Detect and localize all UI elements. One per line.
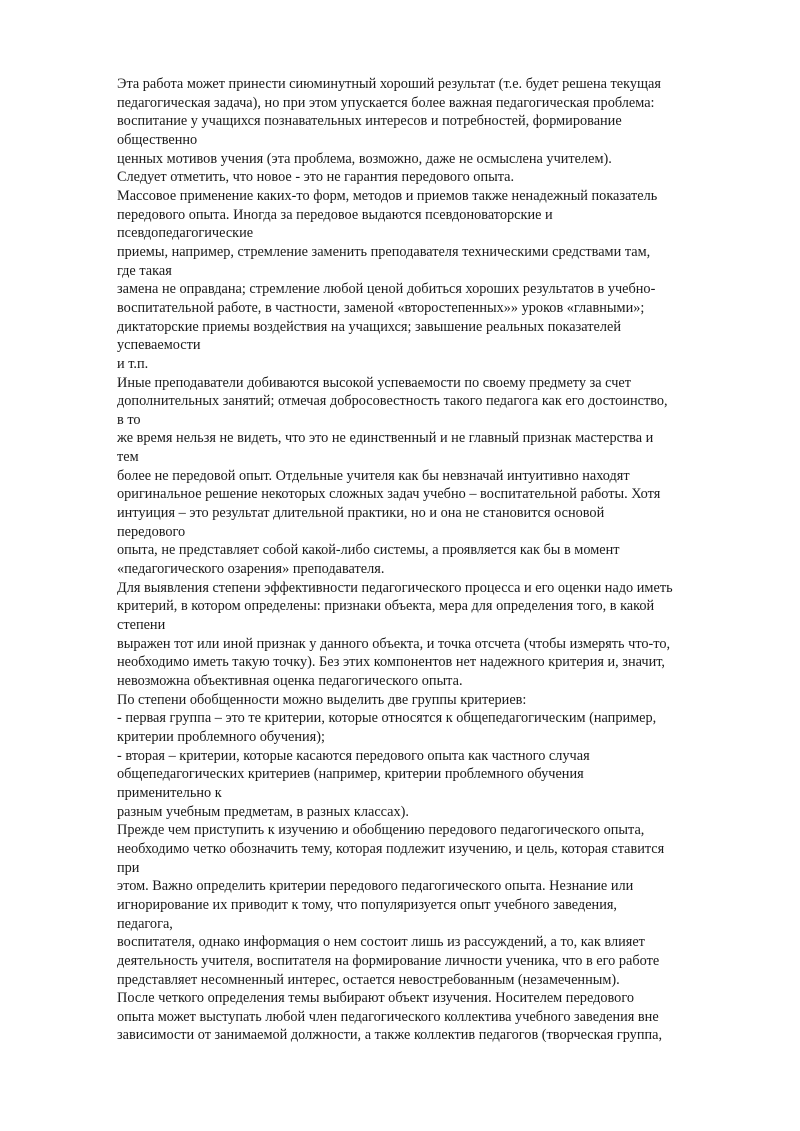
text-line: тем <box>117 449 139 466</box>
text-line: дополнительных занятий; отмечая добросовестность такого педагога как его достоинство, <box>117 393 668 410</box>
text-line: замена не оправдана; стремление любой ценой добиться хороших результатов в учебно- <box>117 281 656 298</box>
text-line: Иные преподаватели добиваются высокой успеваемости по своему предмету за счет <box>117 374 631 391</box>
text-line: степени <box>117 617 166 634</box>
text-line: представляет несомненный интерес, остается невостребованным (незамеченным). <box>117 971 620 988</box>
text-line: Эта работа может принести сиюминутный хороший результат (т.е. будет решена текущая <box>117 76 661 92</box>
text-line: критерии проблемного обучения); <box>117 728 325 745</box>
text-line: опыта, не представляет собой какой-либо системы, а проявляется как бы в момент <box>117 542 620 559</box>
text-line: диктаторские приемы воздействия на учащихся; завышение реальных показателей <box>117 318 621 335</box>
text-line: оригинальное решение некоторых сложных задач учебно – воспитательной работы. Хотя <box>117 486 661 503</box>
text-line: применительно к <box>117 784 222 801</box>
text-line: воспитательной работе, в частности, заменой «второстепенных»» уроков «главными»; <box>117 299 645 316</box>
text-line: псевдопедагогические <box>117 225 254 242</box>
text-line: зависимости от занимаемой должности, а также коллектив педагогов (творческая группа, <box>117 1027 663 1044</box>
text-line: Следует отметить, что новое - это не гарантия передового опыта. <box>117 169 515 186</box>
text-line: невозможна объективная оценка педагогического опыта. <box>117 673 463 689</box>
text-line: ценных мотивов учения (эта проблема, возможно, даже не осмыслена учителем). <box>117 150 612 167</box>
text-line: опыта может выступать любой член педагогического коллектива учебного заведения вне <box>117 1008 659 1025</box>
text-line: «педагогического озарения» преподавателя. <box>117 561 385 578</box>
text-line: По степени обобщенности можно выделить две группы критериев: <box>117 691 527 708</box>
text-line: - первая группа – это те критерии, которые относятся к общепедагогическим (например, <box>117 710 657 727</box>
text-line: педагога, <box>117 915 173 932</box>
text-line: при <box>117 859 140 876</box>
text-line: общепедагогических критериев (например, критерии проблемного обучения <box>117 766 584 783</box>
text-line: выражен тот или иной признак у данного объекта, и точка отсчета (чтобы измерять что-то, <box>117 635 671 652</box>
text-line: педагогическая задача), но при этом упускается более важная педагогическая проблема: <box>117 94 655 111</box>
text-line: же время нельзя не видеть, что это не единственный и не главный признак мастерства и <box>117 430 654 447</box>
text-line: воспитателя, однако информация о нем состоит лишь из рассуждений, а то, как влияет <box>117 934 645 951</box>
text-line: передового опыта. Иногда за передовое выдаются псевдоноваторские и <box>117 206 553 223</box>
text-line: критерий, в котором определены: признаки объекта, мера для определения того, в какой <box>117 598 655 615</box>
text-line: После четкого определения темы выбирают объект изучения. Носителем передового <box>117 990 634 1007</box>
text-line: этом. Важно определить критерии передового педагогического опыта. Незнание или <box>117 878 634 895</box>
text-line: разным учебным предметам, в разных классах). <box>117 803 410 820</box>
text-line: Массовое применение каких-то форм, методов и приемов также ненадежный показатель <box>117 187 658 204</box>
text-line: Для выявления степени эффективности педагогического процесса и его оценки надо иметь <box>117 579 673 596</box>
text-line: приемы, например, стремление заменить преподавателя техническими средствами там, <box>117 243 651 260</box>
text-line: и т.п. <box>117 355 149 372</box>
text-line: интуиция – это результат длительной практики, но и она не становится основой <box>117 505 605 522</box>
text-line: в то <box>117 411 141 428</box>
text-line: более не передовой опыт. Отдельные учителя как бы невзначай интуитивно находят <box>117 467 630 484</box>
text-line: необходимо четко обозначить тему, которая подлежит изучению, и цель, которая ставится <box>117 840 665 857</box>
text-line: где такая <box>117 262 172 279</box>
text-line: воспитание у учащихся познавательных интересов и потребностей, формирование <box>117 113 622 130</box>
text-line: передового <box>117 523 186 540</box>
text-line: игнорирование их приводит к тому, что популяризуется опыт учебного заведения, <box>117 896 617 913</box>
text-line: - вторая – критерии, которые касаются передового опыта как частного случая <box>117 747 590 764</box>
text-line: успеваемости <box>117 337 201 354</box>
text-line: необходимо иметь такую точку). Без этих компонентов нет надежного критерия и, значит, <box>117 654 665 671</box>
document-body-text <box>117 75 747 1045</box>
text-line: деятельность учителя, воспитателя на формирование личности ученика, что в его работе <box>117 952 660 969</box>
text-line: Прежде чем приступить к изучению и обобщению передового педагогического опыта, <box>117 822 645 839</box>
text-line: общественно <box>117 131 198 148</box>
